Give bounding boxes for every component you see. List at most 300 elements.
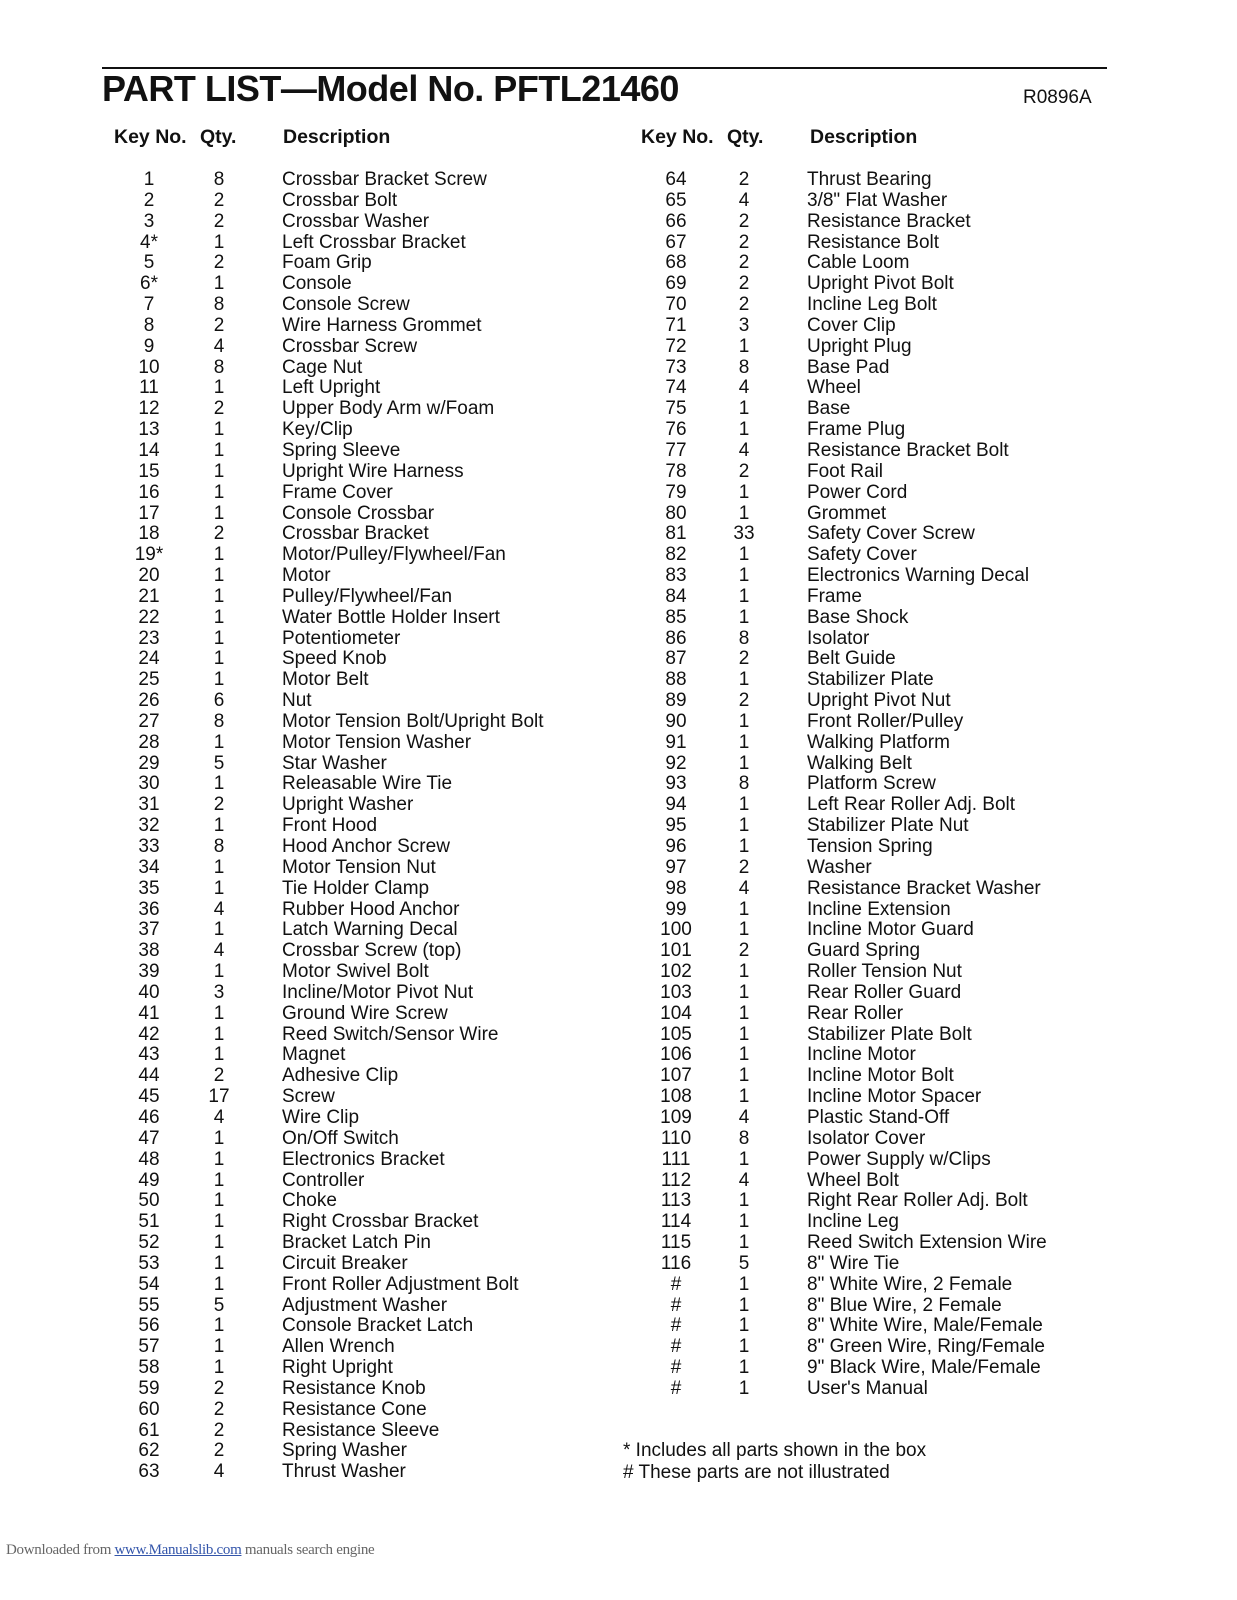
part-key-no: 87 [665,648,687,670]
part-description: Reed Switch Extension Wire [807,1232,1047,1254]
part-qty: 1 [738,919,750,941]
part-key-no: 93 [665,773,687,795]
part-qty: 1 [213,1232,225,1254]
part-key-no: 21 [138,585,160,607]
part-qty: 8 [213,294,225,316]
part-description: Thrust Washer [282,1461,406,1483]
part-key-no: 74 [665,377,687,399]
part-qty: 2 [738,294,750,316]
part-qty: 2 [213,252,225,274]
part-key-no: 111 [661,1148,691,1170]
part-description: Frame [807,585,862,607]
part-qty: 1 [738,898,750,920]
part-description: Isolator [807,627,870,649]
part-key-no: 24 [138,648,160,670]
part-qty: 4 [738,439,750,461]
part-key-no: 73 [665,356,687,378]
part-key-no: 54 [138,1273,160,1295]
part-description: Adhesive Clip [282,1065,399,1087]
page-title: PART LIST—Model No. PFTL21460 [102,68,679,109]
part-description: Incline Motor [807,1044,916,1066]
part-qty: 8 [738,356,750,378]
part-key-no: 25 [138,669,160,691]
part-key-no: 65 [665,189,687,211]
part-key-no: 100 [660,919,692,941]
part-description: Right Rear Roller Adj. Bolt [807,1190,1028,1212]
part-key-no: 116 [660,1252,692,1274]
part-description: Incline Motor Spacer [807,1086,982,1108]
part-key-no: # [670,1377,682,1399]
part-qty: 4 [213,335,225,357]
part-key-no: 88 [665,669,687,691]
part-key-no: 34 [138,856,160,878]
part-description: Cage Nut [282,356,363,378]
part-key-no: 109 [660,1106,692,1128]
part-key-no: 20 [138,565,160,587]
part-key-no: 107 [660,1065,692,1087]
part-description: Guard Spring [807,940,921,962]
manualslib-link[interactable]: www.Manualslib.com [114,1542,242,1558]
part-qty: 3 [213,981,225,1003]
part-description: Foot Rail [807,460,884,482]
part-key-no: 62 [138,1440,160,1462]
part-description: Foam Grip [282,252,372,274]
part-qty: 8 [213,356,225,378]
part-key-no: 31 [138,794,160,816]
part-key-no: 12 [138,398,160,420]
part-qty: 1 [213,481,225,503]
part-key-no: 91 [665,731,687,753]
part-key-no: 70 [665,294,687,316]
part-key-no: 115 [660,1232,692,1254]
part-description: Rear Roller Guard [807,981,962,1003]
part-key-no: 19* [134,544,164,566]
part-description: Crossbar Bracket Screw [282,169,487,190]
part-qty: 1 [738,398,750,420]
part-key-no: # [670,1315,682,1337]
part-qty: 1 [213,648,225,670]
part-key-no: 99 [665,898,687,920]
part-description: Pulley/Flywheel/Fan [282,585,453,607]
part-description: Motor Swivel Bolt [282,961,429,983]
part-key-no: 98 [665,877,687,899]
part-key-no: 32 [138,815,160,837]
part-description: Resistance Cone [282,1398,427,1420]
part-key-no: 114 [660,1211,692,1233]
part-qty: 2 [213,523,225,545]
part-qty: 1 [213,419,225,441]
part-qty: 1 [213,627,225,649]
part-key-no: 53 [138,1252,160,1274]
part-key-no: 36 [138,898,160,920]
part-description: Crossbar Bolt [282,189,398,211]
part-key-no: 71 [665,314,687,336]
part-key-no: 89 [665,690,687,712]
part-key-no: 63 [138,1461,160,1483]
part-key-no: # [670,1294,682,1316]
part-qty: 1 [213,877,225,899]
part-qty: 1 [738,669,750,691]
part-description: Rear Roller [807,1002,904,1024]
part-description: 8" Wire Tie [807,1252,900,1274]
part-description: Console Crossbar [282,502,435,524]
part-qty: 1 [738,1002,750,1024]
part-description: Reed Switch/Sensor Wire [282,1023,499,1045]
part-qty: 2 [213,1419,225,1441]
part-description: Adjustment Washer [282,1294,448,1316]
part-description: Resistance Bracket Washer [807,877,1041,899]
part-key-no: 23 [138,627,160,649]
part-description: Upright Plug [807,335,912,357]
part-description: Bracket Latch Pin [282,1232,431,1254]
part-qty: 1 [213,919,225,941]
part-description: Circuit Breaker [282,1252,408,1274]
part-description: Safety Cover Screw [807,523,975,545]
part-key-no: 38 [138,940,160,962]
part-key-no: 14 [138,439,160,461]
part-qty: 1 [213,377,225,399]
part-key-no: 105 [660,1023,692,1045]
part-key-no: 4* [140,231,158,253]
part-qty: 1 [738,752,750,774]
part-key-no: 43 [138,1044,160,1066]
part-key-no: 101 [660,940,692,962]
part-description: Stabilizer Plate [807,669,934,691]
part-qty: 1 [738,565,750,587]
part-description: Upright Pivot Nut [807,690,951,712]
note-asterisk: * Includes all parts shown in the box [623,1440,927,1461]
part-qty: 1 [738,1294,750,1316]
part-description: Crossbar Screw (top) [282,940,462,962]
part-qty: 8 [738,773,750,795]
part-description: Base Shock [807,606,909,628]
part-key-no: 79 [665,481,687,503]
part-key-no: 110 [660,1127,692,1149]
part-qty: 2 [738,210,750,232]
part-qty: 1 [738,502,750,524]
part-key-no: 49 [138,1169,160,1191]
part-description: Washer [807,856,872,878]
part-key-no: 57 [138,1336,160,1358]
part-key-no: 58 [138,1357,160,1379]
part-key-no: 76 [665,419,687,441]
part-description: On/Off Switch [282,1127,399,1149]
part-key-no: 18 [138,523,160,545]
part-qty: 1 [213,815,225,837]
part-description: Hood Anchor Screw [282,836,450,857]
part-qty: 8 [213,836,225,857]
part-key-no: 102 [660,961,692,983]
part-key-no: 10 [138,356,160,378]
part-qty: 4 [213,1461,225,1483]
document-code: R0896A [1023,87,1092,108]
part-key-no: 22 [138,606,160,628]
part-key-no: 3 [143,210,155,232]
note-hash: # These parts are not illustrated [623,1462,890,1483]
part-qty: 3 [738,314,750,336]
part-qty: 1 [738,335,750,357]
part-description: Key/Clip [282,419,353,441]
part-description: Incline Leg [807,1211,899,1233]
part-qty: 1 [213,1002,225,1024]
part-qty: 2 [213,794,225,816]
part-description: Frame Plug [807,419,906,441]
part-key-no: 75 [665,398,687,420]
part-qty: 1 [738,544,750,566]
part-description: Magnet [282,1044,346,1066]
part-qty: 5 [738,1252,750,1274]
part-description: Electronics Warning Decal [807,565,1030,587]
part-qty: 1 [738,836,750,857]
part-qty: 5 [213,1294,225,1316]
part-description: Wheel Bolt [807,1169,899,1191]
part-description: Allen Wrench [282,1336,395,1358]
part-key-no: 44 [138,1065,160,1087]
part-key-no: # [670,1336,682,1358]
part-qty: 4 [738,1169,750,1191]
part-key-no: 84 [665,585,687,607]
part-description: Grommet [807,502,887,524]
part-description: Crossbar Screw [282,335,418,357]
header-key-no: Key No. [641,126,714,148]
part-description: Wire Clip [282,1106,360,1128]
part-qty: 1 [738,1315,750,1337]
part-key-no: 113 [660,1190,692,1212]
part-key-no: 52 [138,1232,160,1254]
part-description: Rubber Hood Anchor [282,898,460,920]
part-qty: 2 [213,314,225,336]
part-description: Front Roller/Pulley [807,710,964,732]
part-qty: 1 [213,1148,225,1170]
part-qty: 2 [213,398,225,420]
part-qty: 2 [738,231,750,253]
part-key-no: 92 [665,752,687,774]
part-description: 8" Blue Wire, 2 Female [807,1294,1002,1316]
part-description: Frame Cover [282,481,393,503]
part-key-no: 39 [138,961,160,983]
part-key-no: 47 [138,1127,160,1149]
part-qty: 1 [213,502,225,524]
part-key-no: 15 [138,460,160,482]
part-key-no: 103 [660,981,692,1003]
part-description: Resistance Bolt [807,231,940,253]
part-description: Tension Spring [807,836,933,857]
part-qty: 1 [738,710,750,732]
part-description: Ground Wire Screw [282,1002,448,1024]
part-key-no: 6* [140,273,158,295]
part-key-no: 78 [665,460,687,482]
part-qty: 1 [213,439,225,461]
part-key-no: 60 [138,1398,160,1420]
part-key-no: 40 [138,981,160,1003]
part-description: Safety Cover [807,544,917,566]
part-key-no: 69 [665,273,687,295]
part-description: Left Crossbar Bracket [282,231,466,253]
part-description: Isolator Cover [807,1127,926,1149]
part-description: Platform Screw [807,773,936,795]
part-key-no: 35 [138,877,160,899]
part-key-no: 112 [660,1169,692,1191]
part-key-no: 9 [143,335,155,357]
part-description: Upright Wire Harness [282,460,464,482]
part-key-no: 33 [138,836,160,857]
part-qty: 1 [738,419,750,441]
part-key-no: 30 [138,773,160,795]
part-qty: 1 [213,1357,225,1379]
download-footer [6,1542,374,1559]
part-qty: 4 [213,940,225,962]
part-key-no: 11 [139,377,159,399]
part-description: Motor Tension Nut [282,856,436,878]
part-qty: 1 [738,1273,750,1295]
part-key-no: 80 [665,502,687,524]
part-key-no: 2 [143,189,155,211]
part-description: 8" White Wire, 2 Female [807,1273,1013,1295]
part-qty: 2 [738,460,750,482]
part-qty: 17 [208,1086,230,1108]
part-qty: 2 [738,940,750,962]
part-key-no: # [670,1273,682,1295]
part-description: Resistance Bracket Bolt [807,439,1009,461]
part-description: Motor Tension Bolt/Upright Bolt [282,710,544,732]
part-qty: 1 [738,481,750,503]
part-key-no: 96 [665,836,687,857]
part-qty: 4 [738,189,750,211]
part-qty: 1 [738,606,750,628]
part-description: Nut [282,690,312,712]
part-qty: 1 [738,1148,750,1170]
part-key-no: 61 [138,1419,160,1441]
part-qty: 2 [738,690,750,712]
part-description: Right Crossbar Bracket [282,1211,479,1233]
part-qty: 8 [738,627,750,649]
part-description: Plastic Stand-Off [807,1106,950,1128]
part-qty: 1 [213,731,225,753]
part-key-no: 51 [138,1211,160,1233]
part-description: Resistance Knob [282,1377,426,1399]
part-key-no: 26 [138,690,160,712]
part-description: Console [282,273,352,295]
part-description: Base [807,398,851,420]
part-description: Tie Holder Clamp [282,877,430,899]
part-key-no: 45 [138,1086,160,1108]
part-description: Walking Belt [807,752,912,774]
part-key-no: 108 [660,1086,692,1108]
part-key-no: 16 [138,481,160,503]
part-qty: 1 [738,1232,750,1254]
part-qty: 1 [213,1211,225,1233]
part-description: Star Washer [282,752,387,774]
part-description: 3/8" Flat Washer [807,189,948,211]
part-key-no: 27 [138,710,160,732]
part-key-no: # [670,1357,682,1379]
part-description: Stabilizer Plate Nut [807,815,969,837]
part-description: 8" White Wire, Male/Female [807,1315,1043,1337]
part-key-no: 46 [138,1106,160,1128]
part-description: Speed Knob [282,648,387,670]
part-key-no: 28 [138,731,160,753]
part-qty: 1 [213,856,225,878]
part-qty: 1 [738,1336,750,1358]
part-key-no: 1 [143,169,155,190]
part-key-no: 97 [665,856,687,878]
part-description: Latch Warning Decal [282,919,458,941]
header-qty: Qty. [200,126,237,148]
part-description: Roller Tension Nut [807,961,962,983]
part-key-no: 48 [138,1148,160,1170]
part-key-no: 72 [665,335,687,357]
part-qty: 4 [738,1106,750,1128]
part-description: Left Upright [282,377,381,399]
part-key-no: 90 [665,710,687,732]
header-key-no: Key No. [114,126,187,148]
part-qty: 2 [213,1377,225,1399]
part-qty: 2 [738,856,750,878]
part-qty: 4 [738,877,750,899]
part-description: Incline Motor Guard [807,919,974,941]
part-qty: 1 [213,1336,225,1358]
part-key-no: 42 [138,1023,160,1045]
part-qty: 1 [213,606,225,628]
part-description: Crossbar Bracket [282,523,429,545]
part-qty: 1 [213,1315,225,1337]
part-qty: 8 [213,710,225,732]
part-description: Power Supply w/Clips [807,1148,991,1170]
part-description: Incline Motor Bolt [807,1065,954,1087]
part-qty: 4 [213,1106,225,1128]
part-description: Left Rear Roller Adj. Bolt [807,794,1016,816]
part-description: 9" Black Wire, Male/Female [807,1357,1041,1379]
header-description: Description [810,126,918,148]
part-qty: 1 [213,1127,225,1149]
header-qty: Qty. [727,126,764,148]
part-description: Releasable Wire Tie [282,773,453,795]
part-description: Potentiometer [282,627,401,649]
part-key-no: 7 [143,294,155,316]
part-qty: 1 [213,1190,225,1212]
part-key-no: 37 [138,919,160,941]
part-qty: 2 [738,648,750,670]
part-description: Stabilizer Plate Bolt [807,1023,972,1045]
part-description: Wire Harness Grommet [282,314,482,336]
part-description: Spring Sleeve [282,439,401,461]
part-description: Motor Belt [282,669,369,691]
part-description: Front Roller Adjustment Bolt [282,1273,519,1295]
part-description: Electronics Bracket [282,1148,445,1170]
part-key-no: 50 [138,1190,160,1212]
part-description: Water Bottle Holder Insert [282,606,500,628]
part-key-no: 81 [665,523,687,545]
part-description: Incline Extension [807,898,951,920]
footnotes [623,1440,926,1484]
part-key-no: 77 [665,439,687,461]
part-qty: 1 [213,1023,225,1045]
part-description: Incline Leg Bolt [807,294,937,316]
part-description: Motor Tension Washer [282,731,472,753]
part-description: User's Manual [807,1377,928,1399]
part-qty: 2 [738,252,750,274]
header-description: Description [283,126,391,148]
part-qty: 1 [213,1252,225,1274]
part-key-no: 17 [138,502,160,524]
part-key-no: 59 [138,1377,160,1399]
part-qty: 2 [213,1440,225,1462]
part-key-no: 13 [138,419,160,441]
part-description: Console Bracket Latch [282,1315,474,1337]
part-description: Console Screw [282,294,410,316]
part-description: Motor/Pulley/Flywheel/Fan [282,544,506,566]
footer-suffix: manuals search engine [241,1542,375,1558]
